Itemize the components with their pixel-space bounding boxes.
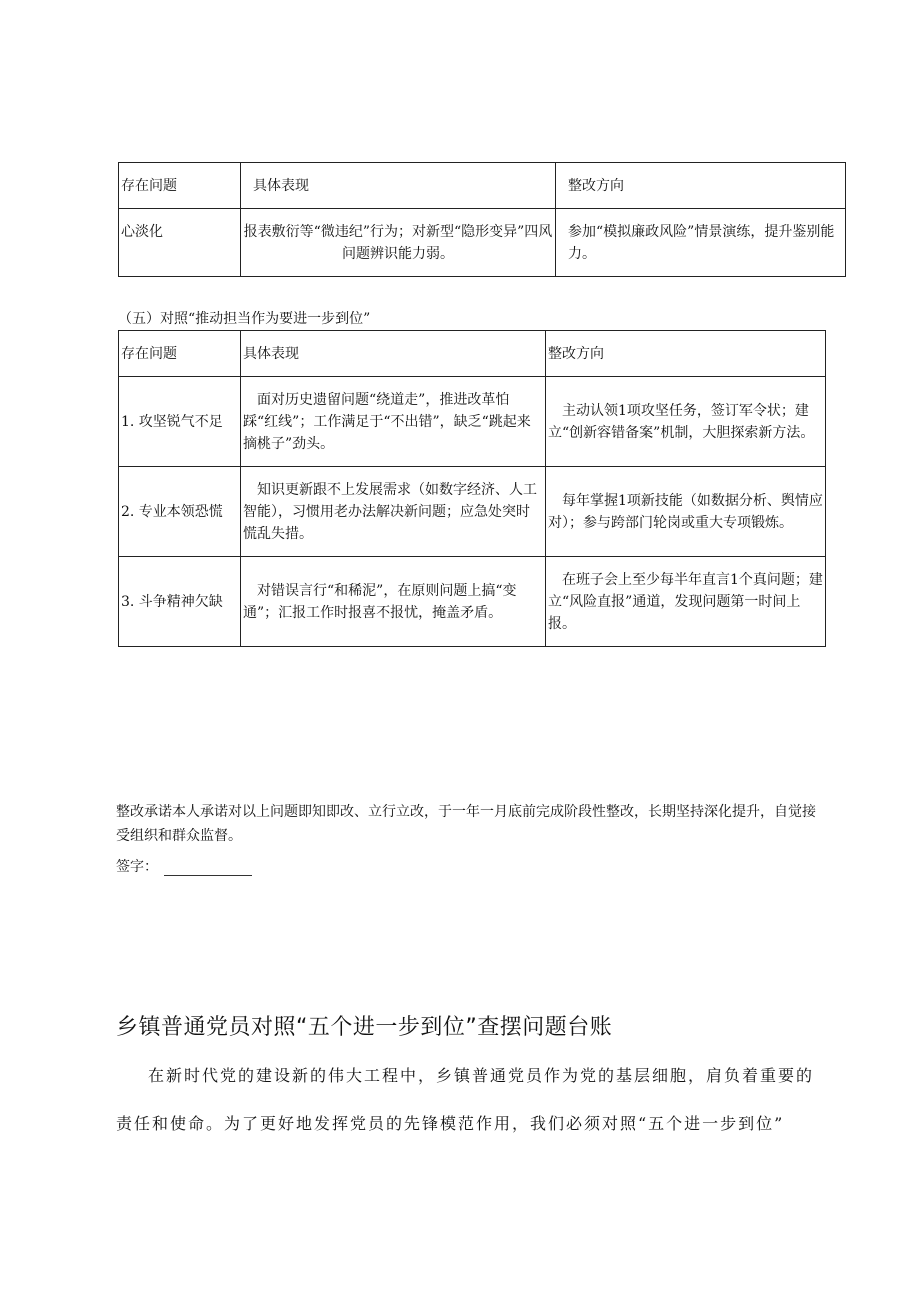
document-title: 乡镇普通党员对照“五个进一步到位”查摆问题台账 xyxy=(116,1015,613,1040)
header-manifestation: 具体表现 xyxy=(241,331,546,377)
signature-blank xyxy=(164,861,252,876)
header-problem: 存在问题 xyxy=(119,331,241,377)
cell-manifestation: 对错误言行“和稀泥”，在原则问题上搞“变通”；汇报工作时报喜不报忧，掩盖矛盾。 xyxy=(241,557,546,647)
table-header-row xyxy=(119,331,826,377)
section-heading: （五）对照“推动担当作为要进一步到位” xyxy=(118,311,371,327)
cell-direction: 在班子会上至少每半年直言1个真问题；建立“风险直报”通道，发现问题第一时间上报。 xyxy=(546,557,826,647)
header-direction: 整改方向 xyxy=(556,163,846,209)
header-direction: 整改方向 xyxy=(546,331,826,377)
cell-problem: 心淡化 xyxy=(119,209,241,277)
cell-problem: 1. 攻坚锐气不足 xyxy=(119,377,241,467)
table-row xyxy=(119,557,826,647)
intro-paragraph: 在新时代党的建设新的伟大工程中，乡镇普通党员作为党的基层细胞，肩负着重要的责任和使命。为了更好地发挥党员的先锋模范作用，我们必须对照“五个进一步到位” xyxy=(116,1066,815,1133)
cell-problem: 2. 专业本领恐慌 xyxy=(119,467,241,557)
problem-table-continued xyxy=(118,162,846,277)
cell-manifestation: 面对历史遗留问题“绕道走”，推进改革怕踩“红线”；工作满足于“不出错”，缺乏“跳起来摘桃子”劲头。 xyxy=(241,377,546,467)
header-manifestation: 具体表现 xyxy=(241,163,556,209)
table-row xyxy=(119,209,846,277)
problem-table-section5 xyxy=(118,330,826,647)
table-row xyxy=(119,377,826,467)
cell-direction: 每年掌握1项新技能（如数据分析、舆情应对）；参与跨部门轮岗或重大专项锻炼。 xyxy=(546,467,826,557)
rectification-promise: 整改承诺本人承诺对以上问题即知即改、立行立改，于一年一月底前完成阶段性整改，长期坚持深化提升，自觉接受组织和群众监督。 xyxy=(116,804,816,844)
cell-problem: 3. 斗争精神欠缺 xyxy=(119,557,241,647)
table-header-row xyxy=(119,163,846,209)
signature-label: 签字： xyxy=(116,859,158,875)
signature-line xyxy=(116,856,252,876)
cell-manifestation: 知识更新跟不上发展需求（如数字经济、人工智能），习惯用老办法解决新问题；应急处突时慌乱失措。 xyxy=(241,467,546,557)
cell-direction: 参加“模拟廉政风险”情景演练，提升鉴别能力。 xyxy=(556,209,846,277)
cell-manifestation: 报表敷衍等“微违纪”行为；对新型“隐形变异”四风问题辨识能力弱。 xyxy=(241,209,556,277)
cell-direction: 主动认领1项攻坚任务，签订军令状；建立“创新容错备案”机制，大胆探索新方法。 xyxy=(546,377,826,467)
table-row xyxy=(119,467,826,557)
header-problem: 存在问题 xyxy=(119,163,241,209)
